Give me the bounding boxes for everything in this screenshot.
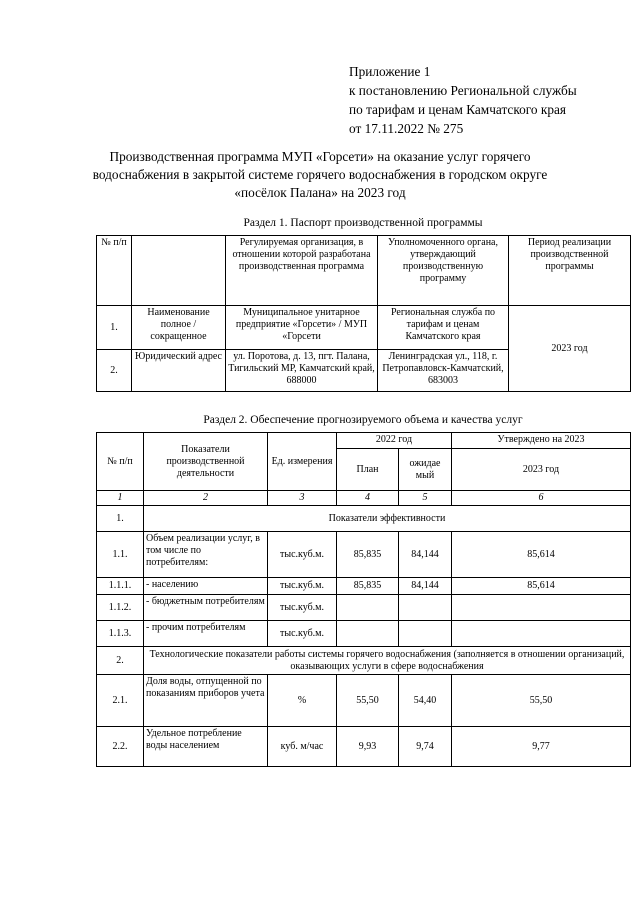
column-number: 3 [268, 491, 337, 506]
row-expected [399, 621, 452, 647]
column-number: 5 [399, 491, 452, 506]
row-approved: 9,77 [452, 727, 631, 767]
appendix-block [349, 62, 629, 138]
header-num: № п/п [97, 236, 132, 306]
row-expected: 54,40 [399, 675, 452, 727]
row-org: ул. Поротова, д. 13, пгт. Палана, Тигильский МР, Камчатский край, 688000 [226, 350, 378, 392]
row-label: - прочим потребителям [144, 621, 268, 647]
row-label: Объем реализации услуг, в том числе по потребителям: [144, 532, 268, 578]
column-number: 4 [337, 491, 399, 506]
header-indicator: Показатели производственной деятельности [144, 433, 268, 491]
row-unit: тыс.куб.м. [268, 578, 337, 595]
row-plan [337, 595, 399, 621]
passport-header-row [97, 236, 631, 306]
table-row [97, 595, 631, 621]
title-line: «посёлок Палана» на 2023 год [234, 185, 406, 200]
title-line: водоснабжения в закрытой системе горячего водоснабжения в городском округе [92, 167, 548, 182]
row-num: 2.1. [97, 675, 144, 727]
row-unit: тыс.куб.м. [268, 532, 337, 578]
row-auth: Ленинградская ул., 118, г. Петропавловск-Камчатский, 683003 [378, 350, 509, 392]
table-row [97, 532, 631, 578]
group-label: Технологические показатели работы системы горячего водоснабжения (заполняется в отношении организаций, оказывающих услуги в сфере водоснабжения [144, 647, 631, 675]
row-label: Наименование полное / сокращенное [132, 306, 226, 350]
row-unit: куб. м/час [268, 727, 337, 767]
row-label: Удельное потребление воды населением [144, 727, 268, 767]
row-plan: 55,50 [337, 675, 399, 727]
column-number: 2 [144, 491, 268, 506]
group-label: Показатели эффективности [144, 506, 631, 532]
table-row [97, 621, 631, 647]
table-row [97, 675, 631, 727]
appendix-line: от 17.11.2022 № 275 [349, 121, 464, 136]
row-plan: 85,835 [337, 532, 399, 578]
table-row [97, 578, 631, 595]
title-line: Производственная программа МУП «Горсети» на оказание услуг горячего [109, 149, 531, 164]
column-numbers-row [97, 491, 631, 506]
quality-table [96, 432, 631, 767]
row-org: Муниципальное унитарное предприятие «Горсети» / МУП «Горсети [226, 306, 378, 350]
row-unit: тыс.куб.м. [268, 595, 337, 621]
header-period: Период реализации производственной программы [509, 236, 631, 306]
row-num: 1.1.3. [97, 621, 144, 647]
column-number: 6 [452, 491, 631, 506]
row-expected [399, 595, 452, 621]
section1-title: Раздел 1. Паспорт производственной программы [243, 217, 483, 229]
passport-row [97, 306, 631, 350]
row-approved: 85,614 [452, 532, 631, 578]
row-auth: Региональная служба по тарифам и ценам Камчатского края [378, 306, 509, 350]
row-approved: 55,50 [452, 675, 631, 727]
row-approved: 85,614 [452, 578, 631, 595]
header-num: № п/п [97, 433, 144, 491]
group-num: 1. [97, 506, 144, 532]
row-expected: 9,74 [399, 727, 452, 767]
header-auth: Уполномоченного органа, утверждающий производственную программу [378, 236, 509, 306]
row-label: Юридический адрес [132, 350, 226, 392]
header-expected: ожидае мый [399, 449, 452, 491]
row-approved [452, 595, 631, 621]
row-unit: % [268, 675, 337, 727]
group-num: 2. [97, 647, 144, 675]
appendix-line: по тарифам и ценам Камчатского края [349, 102, 566, 117]
quality-header-row [97, 433, 631, 449]
header-org: Регулируемая организация, в отношении которой разработана производственная программа [226, 236, 378, 306]
section2-title: Раздел 2. Обеспечение прогнозируемого объема и качества услуг [203, 414, 523, 426]
appendix-line: к постановлению Региональной службы [349, 83, 577, 98]
row-num: 2. [97, 350, 132, 392]
group-row [97, 506, 631, 532]
document-title [70, 148, 570, 202]
row-plan: 85,835 [337, 578, 399, 595]
row-num: 1.1.2. [97, 595, 144, 621]
row-label: Доля воды, отпущенной по показаниям приборов учета [144, 675, 268, 727]
row-plan [337, 621, 399, 647]
column-number: 1 [97, 491, 144, 506]
row-expected: 84,144 [399, 532, 452, 578]
row-plan: 9,93 [337, 727, 399, 767]
row-approved [452, 621, 631, 647]
appendix-line: Приложение 1 [349, 64, 431, 79]
row-num: 1.1. [97, 532, 144, 578]
table-row [97, 727, 631, 767]
row-expected: 84,144 [399, 578, 452, 595]
group-row [97, 647, 631, 675]
row-label: - бюджетным потребителям [144, 595, 268, 621]
header-plan: План [337, 449, 399, 491]
header-year2023: 2023 год [452, 449, 631, 491]
row-num: 1. [97, 306, 132, 350]
row-num: 1.1.1. [97, 578, 144, 595]
period-value: 2023 год [509, 306, 631, 392]
header-unit: Ед. измерения [268, 433, 337, 491]
row-label: - населению [144, 578, 268, 595]
row-unit: тыс.куб.м. [268, 621, 337, 647]
header-blank [132, 236, 226, 306]
header-approved: Утверждено на 2023 [452, 433, 631, 449]
passport-table [96, 235, 631, 392]
header-year2022: 2022 год [337, 433, 452, 449]
row-num: 2.2. [97, 727, 144, 767]
